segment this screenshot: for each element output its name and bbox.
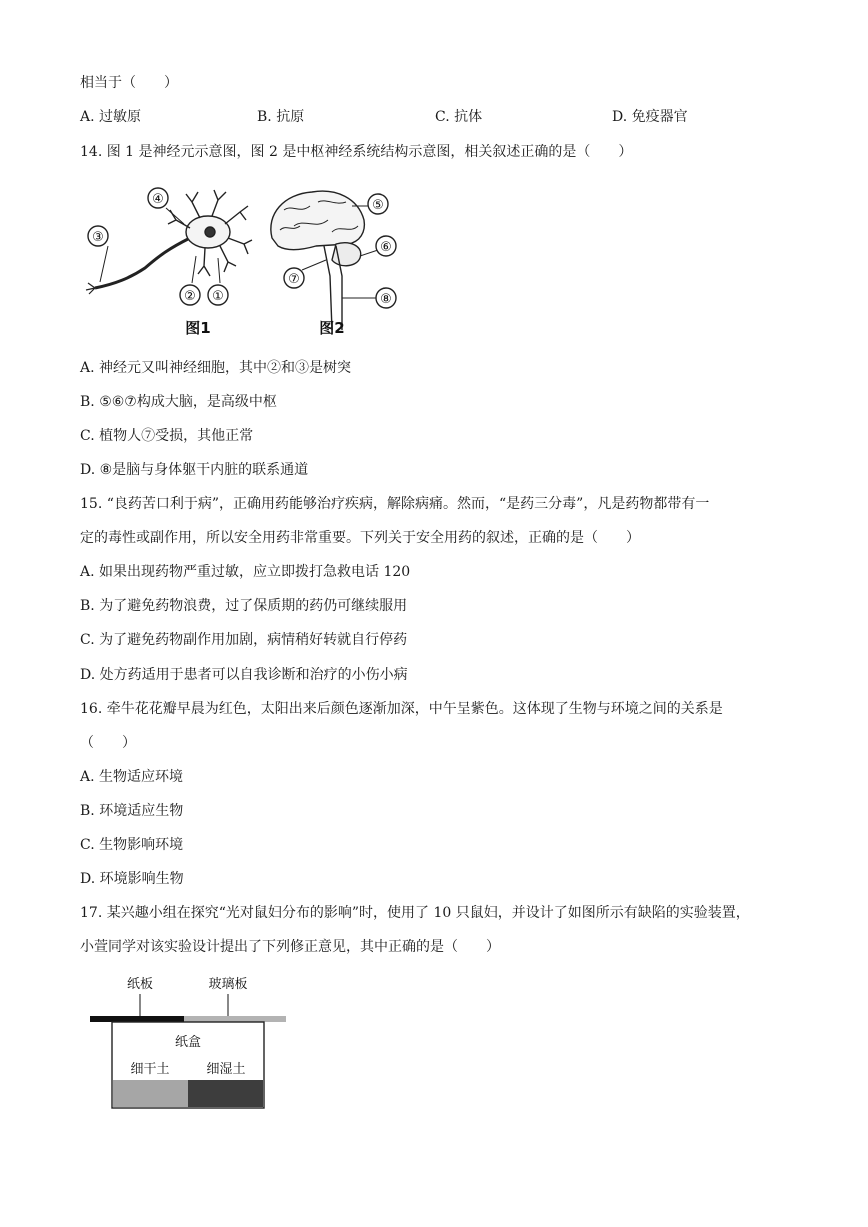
q16-option-a[interactable]: A. 生物适应环境: [80, 769, 184, 785]
q15-option-a[interactable]: A. 如果出现药物严重过敏，应立即拨打急救电话 120: [80, 564, 411, 580]
label-8: ⑧: [380, 292, 392, 307]
label-5: ⑤: [372, 198, 384, 213]
q15-option-d[interactable]: D. 处方药适用于患者可以自我诊断和治疗的小伤小病: [80, 667, 408, 683]
q14-option-d[interactable]: D. ⑧是脑与身体躯干内脏的联系通道: [80, 462, 309, 478]
q16-option-c[interactable]: C. 生物影响环境: [80, 837, 184, 853]
dry-soil: [113, 1080, 188, 1107]
q14-figure: [80, 180, 420, 345]
q15-stem-line-2: 定的毒性或副作用，所以安全用药非常重要。下列关于安全用药的叙述，正确的是（ ）: [80, 530, 640, 546]
glass-board: [184, 1016, 286, 1022]
q16-option-d[interactable]: D. 环境影响生物: [80, 871, 184, 887]
q13-option-c[interactable]: C. 抗体: [435, 109, 483, 125]
q13-option-d[interactable]: D. 免疫器官: [612, 109, 688, 125]
figure-1-caption: 图1: [185, 319, 211, 337]
paper-board: [90, 1016, 184, 1022]
label-4: ④: [152, 192, 164, 207]
q14-option-c[interactable]: C. 植物人⑦受损，其他正常: [80, 428, 254, 444]
figure-2-caption: 图2: [319, 319, 345, 337]
q13-option-a[interactable]: A. 过敏原: [80, 109, 142, 125]
paper-board-label: 纸板: [126, 977, 154, 992]
q13-options: [80, 107, 780, 127]
q14-option-a[interactable]: A. 神经元又叫神经细胞，其中②和③是树突: [80, 360, 352, 376]
q13-stem-tail: 相当于（ ）: [80, 75, 178, 91]
q16-stem-line-1: 16. 牵牛花花瓣早晨为红色，太阳出来后颜色逐渐加深，中午呈紫色。这体现了生物与环境之间的关系是: [80, 701, 723, 717]
q15-stem-line-1: 15. “良药苦口利于病”，正确用药能够治疗疾病，解除病痛。然而，“是药三分毒”，凡是药物都带有一: [80, 496, 710, 512]
q17-stem-line-2: 小萱同学对该实验设计提出了下列修正意见，其中正确的是（ ）: [80, 939, 500, 955]
paper-box-label: 纸盒: [174, 1035, 202, 1050]
wet-soil: [188, 1080, 263, 1107]
label-1: ①: [212, 289, 224, 304]
q16-option-b[interactable]: B. 环境适应生物: [80, 803, 184, 819]
neuron-figure: [86, 188, 252, 305]
dry-soil-label: 细干土: [130, 1062, 170, 1077]
q17-stem-line-1: 17. 某兴趣小组在探究“光对鼠妇分布的影响”时，使用了 10 只鼠妇，并设计了如图所示有缺陷的实验装置，: [80, 905, 750, 921]
label-7: ⑦: [288, 272, 300, 287]
q17-apparatus-figure: [88, 970, 288, 1112]
label-6: ⑥: [380, 240, 392, 255]
q15-option-b[interactable]: B. 为了避免药物浪费，过了保质期的药仍可继续服用: [80, 598, 408, 614]
q15-option-c[interactable]: C. 为了避免药物副作用加剧，病情稍好转就自行停药: [80, 632, 408, 648]
q14-option-b[interactable]: B. ⑤⑥⑦构成大脑，是高级中枢: [80, 394, 277, 410]
label-3: ③: [92, 230, 104, 245]
wet-soil-label: 细湿土: [206, 1062, 246, 1077]
glass-board-label: 玻璃板: [208, 977, 248, 992]
q16-stem-line-2: （ ）: [80, 735, 136, 751]
q13-option-b[interactable]: B. 抗原: [257, 109, 305, 125]
q14-stem: 14. 图 1 是神经元示意图，图 2 是中枢神经系统结构示意图，相关叙述正确的是（ ）: [80, 144, 633, 160]
label-2: ②: [184, 289, 196, 304]
